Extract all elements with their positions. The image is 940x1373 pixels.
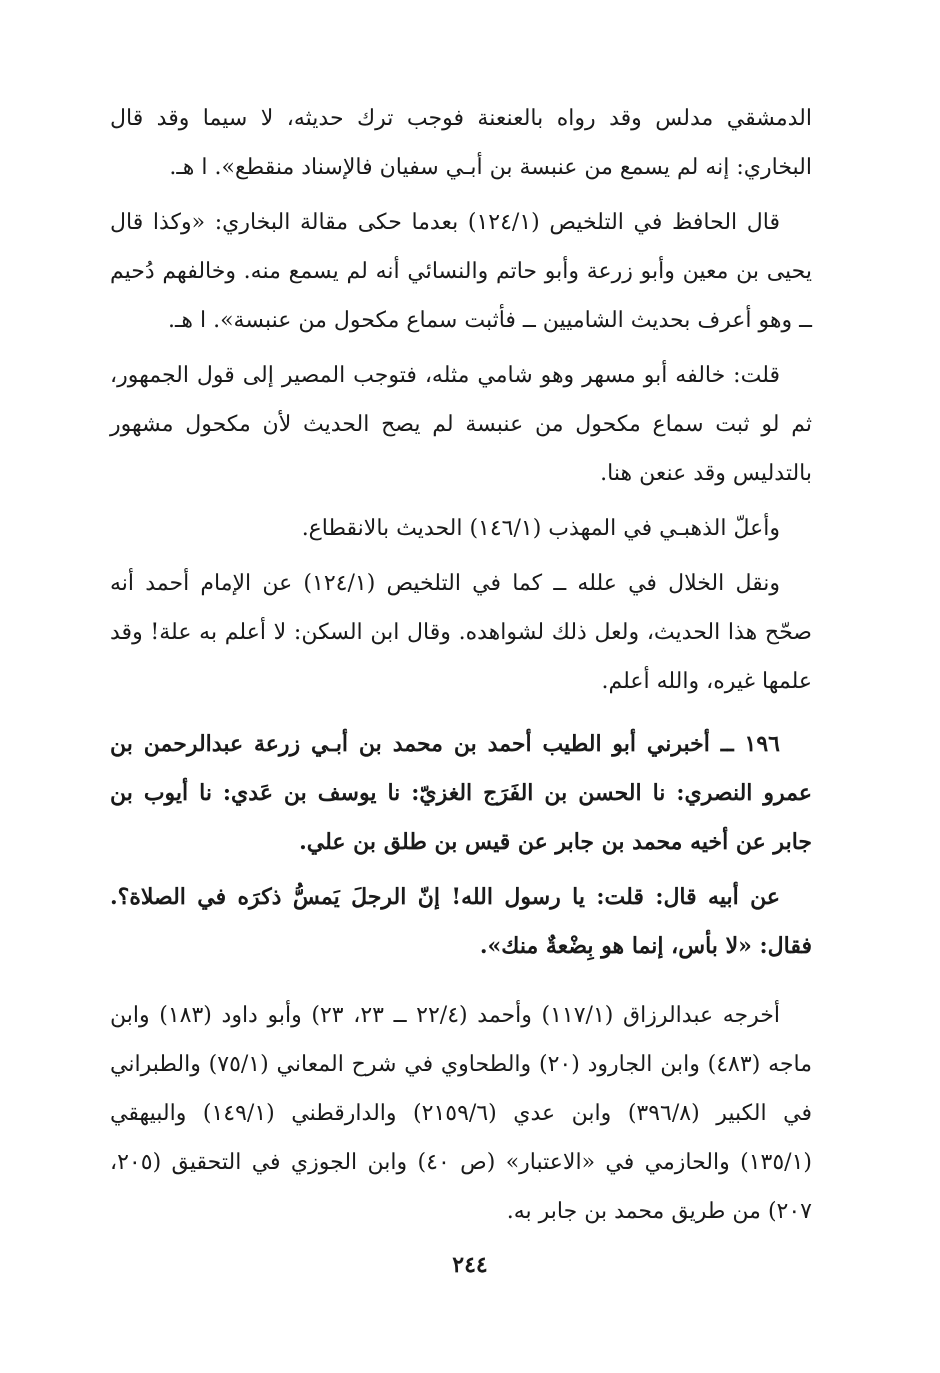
page-number: ٢٤٤ [452,1252,488,1278]
page-body [110,94,812,1242]
paragraph-3: قلت: خالفه أبو مسهر وهو شامي مثله، فتوجب المصير إلى قول الجمهور، ثم لو ثبت سماع مكحول من عنبسة لم يصح الحديث لأن مكحول مشهور بالتدليس وقد عنعن هنا. [110,363,812,486]
hadith-196 [110,720,812,971]
paragraph-1: الدمشقي مدلس وقد رواه بالعنعنة فوجب ترك حديثه، لا سيما وقد قال البخاري: إنه لم يسمع من عنبسة بن أبـي سفيان فالإسناد منقطع». ا هـ. [110,106,812,180]
hadith-isnad: ١٩٦ ــ أخبرني أبو الطيب أحمد بن محمد بن أبـي زرعة عبدالرحمن بن عمرو النصري: نا الحسن بن الفَرَج الغزيّ: نا يوسف بن عَدي: نا أيوب بن جابر عن أخيه محمد بن جابر عن قيس بن طلق بن علي. [110,731,812,855]
paragraph-2: قال الحافظ في التلخيص (١٢٤/١) بعدما حكى مقالة البخاري: «وكذا قال يحيى بن معين وأبو زرعة وأبو حاتم والنسائي أنه لم يسمع منه. وخالفهم دُحيم ــ وهو أعرف بحديث الشاميين ــ فأثبت سماع مكحول من عنبسة». ا هـ. [110,210,812,333]
hadith-matn: عن أبيه قال: قلت: يا رسول الله! إنّ الرجلَ يَمسُّ ذكرَه في الصلاة؟. فقال: «لا بأس، إنما هو بِضْعةٌ منك». [110,884,812,959]
paragraph-5: ونقل الخلال في علله ــ كما في التلخيص (١٢٤/١) عن الإمام أحمد أنه صحّح هذا الحديث، ولعل ذلك لشواهده. وقال ابن السكن: لا أعلم به علة! وقد علمها غيره، والله أعلم. [110,571,812,694]
spacer [110,977,812,991]
takhrij-paragraph: أخرجه عبدالرزاق (١١٧/١) وأحمد (٢٢/٤ ــ ٢٣، ٢٣) وأبو داود (١٨٣) وابن ماجه (٤٨٣) وابن الجارود (٢٠) والطحاوي في شرح المعاني (٧٥/١) والطبراني في الكبير (٣٩٦/٨) وابن عدي (٢١٥٩/٦) والدارقطني (١٤٩/١) والبيهقي (١٣٥/١) والحازمي في «الاعتبار» (ص ٤٠) وابن الجوزي في التحقيق (٢٠٥، ٢٠٧) من طريق محمد بن جابر به. [110,1003,812,1224]
paragraph-4: وأعلّ الذهبـي في المهذب (١٤٦/١) الحديث بالانقطاع. [301,516,780,541]
